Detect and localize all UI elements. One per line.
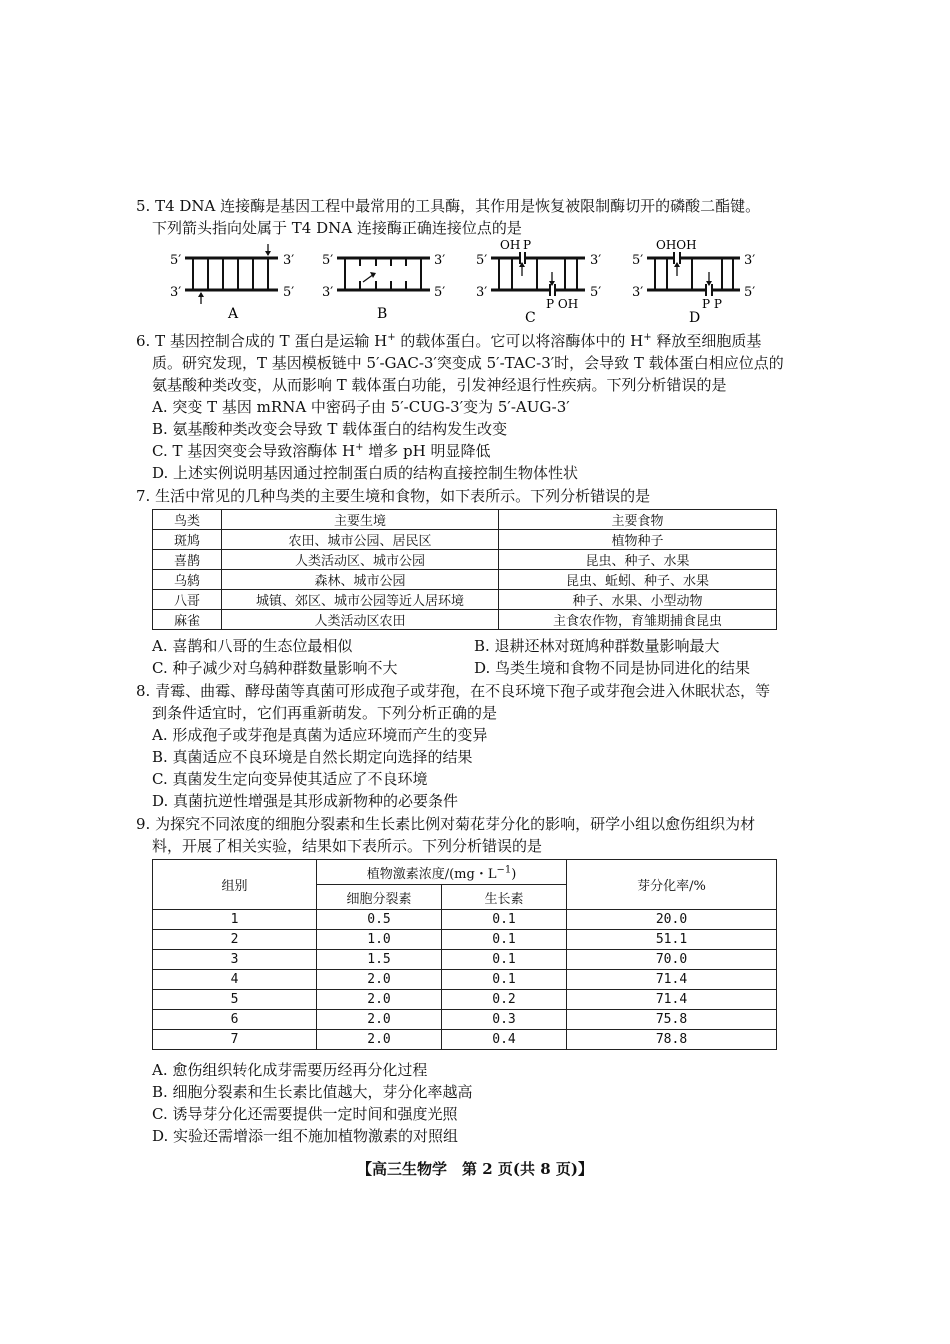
q9-option-b: B. 细胞分裂素和生长素比值越大，芽分化率越高	[152, 1083, 473, 1101]
table-cell: 4	[153, 970, 317, 990]
label-5prime: 5′	[434, 285, 446, 300]
superscript-minus-one: −1	[496, 864, 512, 876]
table-row	[153, 970, 777, 990]
table-row	[153, 950, 777, 970]
q7-option-a: A. 喜鹊和八哥的生态位最相似	[152, 637, 353, 655]
table-cell: 昆虫、蚯蚓、种子、水果	[499, 570, 777, 590]
q7-option-b: B. 退耕还林对斑鸠种群数量影响最大	[474, 637, 720, 655]
header-conc-end: )	[511, 866, 517, 882]
table-cell: 0.1	[442, 930, 567, 950]
table-cell: 20.0	[567, 910, 777, 930]
table-cell: 2	[153, 930, 317, 950]
superscript-plus: +	[387, 332, 396, 343]
table-cell: 3	[153, 950, 317, 970]
q6-text-a: 6. T 基因控制合成的 T 蛋白是运输 H	[136, 332, 388, 350]
q7-option-d: D. 鸟类生境和食物不同是协同进化的结果	[474, 659, 751, 677]
q6-option-a: A. 突变 T 基因 mRNA 中密码子由 5′-CUG-3′变为 5′-AUG-3′	[152, 398, 570, 416]
q9-option-d: D. 实验还需增添一组不施加植物激素的对照组	[152, 1127, 459, 1145]
page-footer: 【高三生物学 第 2 页(共 8 页)】	[357, 1160, 593, 1178]
option-label-c: C	[525, 310, 536, 326]
q7-stem: 7. 生活中常见的几种鸟类的主要生境和食物，如下表所示。下列分析错误的是	[136, 487, 651, 505]
table-cell: 1	[153, 910, 317, 930]
label-3prime: 3′	[434, 253, 446, 268]
table-row	[153, 990, 777, 1010]
q9-stem-line2: 料，开展了相关实验，结果如下表所示。下列分析错误的是	[152, 837, 543, 855]
q7-option-c: C. 种子减少对乌鸫种群数量影响不大	[152, 659, 398, 677]
label-3prime: 3′	[476, 285, 488, 300]
label-3prime: 3′	[632, 285, 644, 300]
q6-stem-line3: 氨基酸种类改变，从而影响 T 载体蛋白功能，引发神经退行性疾病。下列分析错误的是	[152, 376, 727, 394]
q5-dna-diagrams	[0, 236, 950, 326]
table-header: 主要生境	[222, 510, 499, 530]
table-cell: 植物种子	[499, 530, 777, 550]
superscript-plus: +	[355, 442, 364, 453]
label-3prime: 3′	[744, 253, 756, 268]
table-cell: 1.0	[317, 930, 442, 950]
table-cell: 78.8	[567, 1030, 777, 1050]
table-cell: 6	[153, 1010, 317, 1030]
table-header: 主要食物	[499, 510, 777, 530]
table-cell: 71.4	[567, 990, 777, 1010]
table-cell: 乌鸫	[153, 570, 222, 590]
q6-option-c-text: C. T 基因突变会导致溶酶体 H	[152, 442, 356, 460]
label-5prime: 5′	[590, 285, 602, 300]
table-cell: 70.0	[567, 950, 777, 970]
table-header-concentration	[317, 860, 567, 885]
label-3prime: 3′	[322, 285, 334, 300]
label-3prime: 3′	[170, 285, 182, 300]
q5-stem-line1: 5. T4 DNA 连接酶是基因工程中最常用的工具酶，其作用是恢复被限制酶切开的磷酸二酯键。	[136, 197, 761, 215]
table-cell: 75.8	[567, 1010, 777, 1030]
table-cell: 人类活动区、城市公园	[222, 550, 499, 570]
table-row	[153, 590, 777, 610]
table-header-row	[153, 860, 777, 885]
label-5prime: 5′	[322, 253, 334, 268]
table-cell: 2.0	[317, 1010, 442, 1030]
q8-option-c: C. 真菌发生定向变异使其适应了不良环境	[152, 770, 428, 788]
table-cell: 5	[153, 990, 317, 1010]
table-row	[153, 570, 777, 590]
q9-option-a: A. 愈伤组织转化成芽需要历经再分化过程	[152, 1061, 428, 1079]
table-cell: 2.0	[317, 990, 442, 1010]
option-label-b: B	[377, 306, 388, 322]
table-row	[153, 1030, 777, 1050]
table-header: 芽分化率/%	[567, 860, 777, 910]
diagram-a	[170, 244, 294, 322]
table-cell: 2.0	[317, 1030, 442, 1050]
table-cell: 71.4	[567, 970, 777, 990]
table-cell: 0.3	[442, 1010, 567, 1030]
table-cell: 51.1	[567, 930, 777, 950]
table-cell: 2.0	[317, 970, 442, 990]
q6-stem-line2: 质。研究发现，T 基因模板链中 5′-GAC-3′突变成 5′-TAC-3′时，会导致 T 载体蛋白相应位点的	[152, 354, 784, 372]
q8-option-a: A. 形成孢子或芽孢是真菌为适应环境而产生的变异	[152, 726, 488, 744]
q7-bird-table	[152, 509, 777, 630]
q6-option-c	[152, 440, 491, 462]
q8-option-b: B. 真菌适应不良环境是自然长期定向选择的结果	[152, 748, 473, 766]
table-cell: 主食农作物，育雏期捕食昆虫	[499, 610, 777, 630]
option-label-d: D	[689, 310, 701, 326]
q6-stem-line1	[136, 330, 761, 352]
label-p: P	[523, 238, 532, 252]
header-conc-text: 植物激素浓度/(mg・L	[366, 866, 497, 882]
table-row	[153, 550, 777, 570]
table-cell: 1.5	[317, 950, 442, 970]
label-5prime: 5′	[283, 285, 295, 300]
q6-text-b: 的载体蛋白。它可以将溶酶体中的 H	[395, 332, 644, 350]
table-cell: 0.1	[442, 950, 567, 970]
table-header: 鸟类	[153, 510, 222, 530]
label-oh: OH	[500, 238, 521, 252]
table-cell: 农田、城市公园、居民区	[222, 530, 499, 550]
superscript-plus: +	[643, 332, 652, 343]
table-header-row	[153, 510, 777, 530]
table-cell: 0.1	[442, 910, 567, 930]
label-5prime: 5′	[476, 253, 488, 268]
table-header: 组别	[153, 860, 317, 910]
diagram-b	[322, 253, 445, 322]
table-row	[153, 910, 777, 930]
table-row	[153, 530, 777, 550]
table-row	[153, 610, 777, 630]
table-cell: 八哥	[153, 590, 222, 610]
table-cell: 麻雀	[153, 610, 222, 630]
q5-stem-line2: 下列箭头指向处属于 T4 DNA 连接酶正确连接位点的是	[152, 219, 522, 237]
table-cell: 7	[153, 1030, 317, 1050]
q9-results-table	[152, 859, 777, 1050]
table-header: 细胞分裂素	[317, 885, 442, 910]
label-3prime: 3′	[283, 253, 295, 268]
table-cell: 斑鸠	[153, 530, 222, 550]
label-5prime: 5′	[170, 253, 182, 268]
q6-option-d: D. 上述实例说明基因通过控制蛋白质的结构直接控制生物体性状	[152, 464, 579, 482]
table-cell: 种子、水果、小型动物	[499, 590, 777, 610]
label-5prime: 5′	[632, 253, 644, 268]
table-header: 生长素	[442, 885, 567, 910]
q6-text-c: 释放至细胞质基	[651, 332, 762, 350]
q8-option-d: D. 真菌抗逆性增强是其形成新物种的必要条件	[152, 792, 459, 810]
table-cell: 0.1	[442, 970, 567, 990]
label-oh-oh: OHOH	[656, 238, 697, 252]
label-3prime: 3′	[590, 253, 602, 268]
table-cell: 喜鹊	[153, 550, 222, 570]
table-cell: 0.5	[317, 910, 442, 930]
option-label-a: A	[228, 306, 239, 322]
q6-option-b: B. 氨基酸种类改变会导致 T 载体蛋白的结构发生改变	[152, 420, 508, 438]
table-row	[153, 930, 777, 950]
q9-option-c: C. 诱导芽分化还需要提供一定时间和强度光照	[152, 1105, 458, 1123]
table-cell: 森林、城市公园	[222, 570, 499, 590]
diagram-d	[632, 238, 755, 326]
table-cell: 0.2	[442, 990, 567, 1010]
table-cell: 0.4	[442, 1030, 567, 1050]
label-p-p: P P	[702, 297, 722, 311]
label-p-oh: P OH	[546, 297, 579, 311]
table-cell: 昆虫、种子、水果	[499, 550, 777, 570]
q8-stem-line2: 到条件适宜时，它们再重新萌发。下列分析正确的是	[152, 704, 498, 722]
table-cell: 城镇、郊区、城市公园等近人居环境	[222, 590, 499, 610]
q8-stem-line1: 8. 青霉、曲霉、酵母菌等真菌可形成孢子或芽孢，在不良环境下孢子或芽孢会进入休眠状态，等	[136, 682, 771, 700]
table-cell: 人类活动区农田	[222, 610, 499, 630]
diagram-c	[476, 238, 601, 326]
label-5prime: 5′	[744, 285, 756, 300]
q6-option-c-tail: 增多 pH 明显降低	[363, 442, 491, 460]
table-row	[153, 1010, 777, 1030]
q9-stem-line1: 9. 为探究不同浓度的细胞分裂素和生长素比例对菊花芽分化的影响，研学小组以愈伤组织为材	[136, 815, 756, 833]
